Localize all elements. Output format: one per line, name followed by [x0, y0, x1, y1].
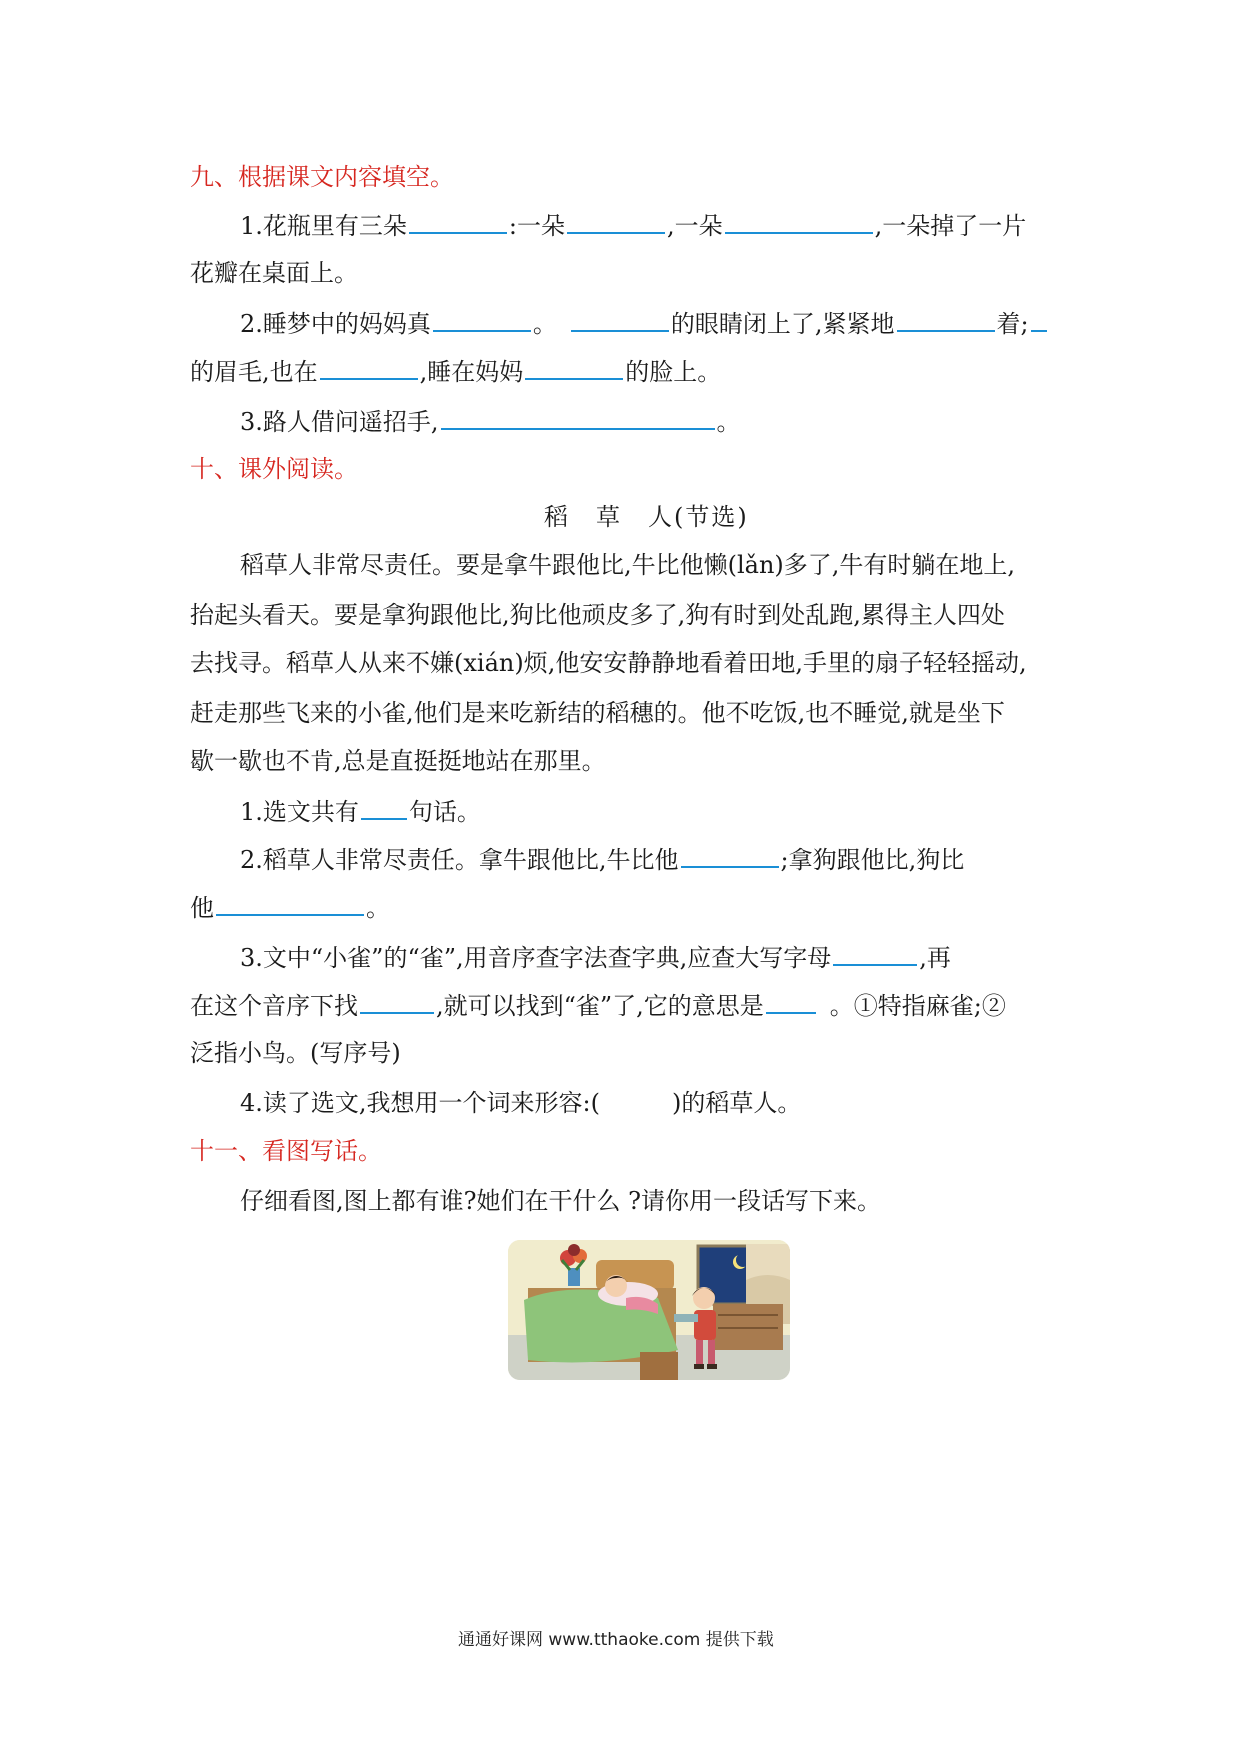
q-text: 选文共有 — [262, 798, 359, 826]
q-text: ,再 — [919, 944, 951, 972]
bedroom-illustration — [508, 1240, 790, 1380]
answer-blank[interactable] — [897, 306, 995, 332]
passage-line-4: 赶走那些飞来的小雀,他们是来吃新结的稻穗的。他不吃饭,也不睡觉,就是坐下 — [190, 699, 1005, 727]
footer-credit: 通通好课网 www.tthaoke.com 提供下载 — [458, 1630, 774, 1650]
answer-blank[interactable] — [525, 354, 623, 380]
q-num: 3. — [240, 944, 263, 972]
answer-blank[interactable] — [360, 988, 434, 1014]
q-text: 在这个音序下找 — [190, 992, 358, 1020]
passage-line-3: 去找寻。稻草人从来不嫌(xián)烦,他安安静静地看着田地,手里的扇子轻轻摇动, — [190, 649, 1027, 677]
sec9-question-3 — [240, 404, 741, 439]
illustration-mother-daughter — [508, 1240, 790, 1380]
sec10-question-3-line2 — [190, 988, 1006, 1023]
sec10-question-2-line1 — [240, 842, 964, 877]
sec10-question-2-line2 — [190, 890, 390, 925]
q-text: 的眉毛,也在 — [190, 358, 318, 386]
q-text: 句话。 — [408, 798, 481, 826]
passage-title — [544, 500, 749, 534]
sec10-question-3-line1 — [240, 940, 951, 975]
q-text: 他 — [190, 894, 214, 922]
passage-line-2: 抬起头看天。要是拿狗跟他比,狗比他顽皮多了,狗有时到处乱跑,累得主人四处 — [190, 601, 1005, 629]
q-text: 着; — [996, 310, 1029, 338]
section-9-heading: 九、根据课文内容填空。 — [190, 163, 454, 191]
q-text: 花瓶里有三朵 — [262, 212, 407, 240]
answer-blank[interactable] — [681, 842, 779, 868]
answer-blank[interactable] — [433, 306, 531, 332]
q-text: )的稻草人。 — [671, 1089, 802, 1117]
q-text: ,就可以找到“雀”了,它的意思是 — [436, 992, 764, 1020]
q-num: 4. — [240, 1089, 263, 1117]
q-text: 的眼睛闭上了,紧紧地 — [670, 310, 895, 338]
q-num: 1. — [240, 212, 263, 240]
q-text: 的脸上。 — [625, 358, 722, 386]
answer-blank[interactable] — [567, 208, 665, 234]
q-text: 稻草人非常尽责任。拿牛跟他比,牛比他 — [262, 846, 679, 874]
answer-blank[interactable] — [441, 404, 715, 430]
section-11-heading: 十一、看图写话。 — [190, 1137, 382, 1165]
sec9-question-1-line2: 花瓣在桌面上。 — [190, 259, 358, 287]
q-num: 3. — [240, 408, 263, 436]
answer-blank[interactable] — [409, 208, 507, 234]
sec9-question-2-line2 — [190, 354, 721, 389]
sec10-question-1 — [240, 794, 481, 829]
passage-line-5: 歇一歇也不肯,总是直挺挺地站在那里。 — [190, 747, 606, 775]
q-num: 2. — [240, 310, 263, 338]
answer-blank[interactable] — [571, 306, 669, 332]
answer-blank[interactable] — [725, 208, 873, 234]
answer-blank[interactable] — [361, 794, 407, 820]
q-num: 2. — [240, 846, 263, 874]
q-text: 睡梦中的妈妈真 — [262, 310, 431, 338]
q-num: 1. — [240, 798, 263, 826]
q-text: 读了选文,我想用一个词来形容:( — [262, 1089, 600, 1117]
q-text: 。①特指麻雀;② — [829, 992, 1006, 1020]
q-text: :一朵 — [508, 212, 565, 240]
q-text: 。 — [532, 310, 557, 338]
title-main: 稻 草 人 — [544, 503, 674, 531]
section-10-heading: 十、课外阅读。 — [190, 455, 358, 483]
q-text: 路人借问遥招手, — [262, 408, 439, 436]
sec9-question-1-line1 — [240, 208, 1026, 243]
q-text: ;拿狗跟他比,狗比 — [780, 846, 965, 874]
passage-line-1: 稻草人非常尽责任。要是拿牛跟他比,牛比他懒(lǎn)多了,牛有时躺在地上, — [240, 551, 1016, 579]
q-text: 。 — [716, 408, 741, 436]
answer-blank[interactable] — [216, 890, 364, 916]
q-text: 。 — [366, 894, 390, 922]
q-text: ,一朵掉了一片 — [874, 212, 1027, 240]
sec11-prompt: 仔细看图,图上都有谁?她们在干什么 ?请你用一段话写下来。 — [240, 1187, 881, 1215]
answer-blank[interactable] — [1031, 306, 1047, 332]
answer-blank[interactable] — [833, 940, 917, 966]
sec10-question-3-line3: 泛指小鸟。(写序号) — [190, 1039, 401, 1067]
title-note: (节选) — [674, 503, 749, 531]
q-text: 文中“小雀”的“雀”,用音序查字法查字典,应查大写字母 — [262, 944, 832, 972]
sec10-question-4 — [240, 1086, 801, 1120]
answer-blank[interactable] — [766, 988, 816, 1014]
q-text: ,睡在妈妈 — [419, 358, 524, 386]
answer-blank[interactable] — [320, 354, 418, 380]
sec9-question-2-line1 — [240, 306, 1049, 341]
q-text: ,一朵 — [667, 212, 723, 240]
